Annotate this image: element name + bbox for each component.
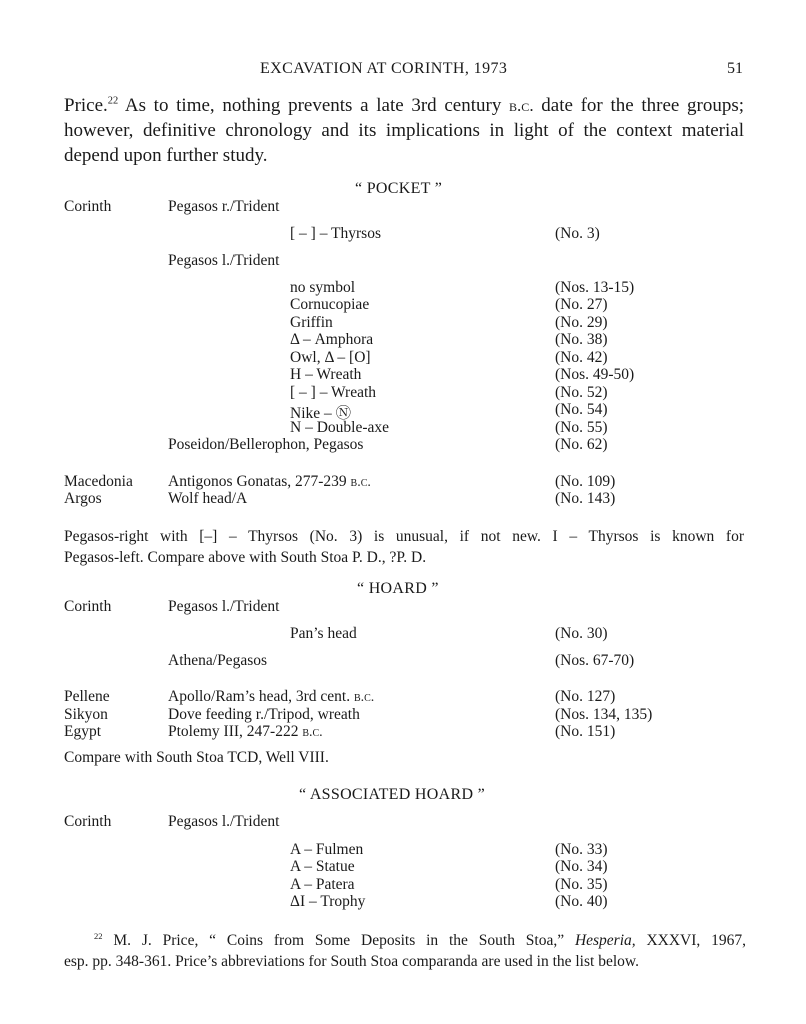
coin-symbol: A – Statue [290,858,355,875]
region-label: Corinth [64,813,112,830]
coin-type: Poseidon/Bellerophon, Pegasos [168,436,364,453]
intro-line-2: however, definitive chronology and its implications in light of the context material [64,120,744,141]
coin-symbol: no symbol [290,279,356,296]
catalog-ref: (No. 29) [555,314,608,331]
journal-title: Hesperia, [574,932,636,949]
coin-symbol: H – Wreath [290,366,362,383]
catalog-ref: (No. 40) [555,893,608,910]
footnote-line-1: $^{22}$ M. J. Price, “ Coins from Some Deposits in the South Stoa,” Hesperia, XXXVI, 1967, [94,930,747,949]
bc-abbrev: b.c. [353,690,375,705]
region-label: Corinth [64,198,112,215]
coin-symbol: Pan’s head [290,625,357,642]
catalog-ref: (Nos. 67-70) [555,652,635,669]
coin-symbol: N – Double-axe [290,419,389,436]
coin-symbol: Griffin [290,314,333,331]
section-heading-hoard: “ HOARD ” [357,580,439,597]
coin-type: Pegasos l./Trident [168,598,280,615]
catalog-ref: (No. 109) [555,473,616,490]
page-number: 51 [727,60,743,77]
coin-symbol: A – Patera [290,876,355,893]
coin-type: Wolf head/A [168,490,248,507]
catalog-ref: (No. 55) [555,419,608,436]
coin-symbol: Δ – Amphora [290,331,374,348]
coin-type: Ptolemy III, 247-222 b.c. [168,723,323,740]
footnote-mark: 22 [94,930,103,941]
catalog-ref: (No. 52) [555,384,608,401]
footnote [64,930,746,972]
footnote-ref: 22 [107,95,119,107]
coin-symbol: Nike – Ⓝ [290,405,352,422]
footnote-line-2: esp. pp. 348-361. Price’s abbreviations for South Stoa comparanda are used in the list below. [64,953,639,970]
coin-type: Pegasos r./Trident [168,198,280,215]
region-label: Sikyon [64,706,108,723]
region-label: Pellene [64,688,110,705]
running-title: EXCAVATION AT CORINTH, 1973 [260,60,508,77]
catalog-ref: (No. 127) [555,688,616,705]
catalog-ref: (No. 30) [555,625,608,642]
catalog-ref: (Nos. 134, 135) [555,706,653,723]
intro-line-3: depend upon further study. [64,145,268,166]
catalog-ref: (No. 34) [555,858,608,875]
coin-type: Dove feeding r./Tripod, wreath [168,706,360,723]
coin-type: Antigonos Gonatas, 277-239 b.c. [168,473,371,490]
coin-symbol: ΔI – Trophy [290,893,366,910]
catalog-ref: (No. 27) [555,296,608,313]
section-heading-associated-hoard: “ ASSOCIATED HOARD ” [299,786,485,803]
region-label: Egypt [64,723,102,740]
coin-symbol: Owl, Δ – [O] [290,349,371,366]
coin-type: Athena/Pegasos [168,652,268,669]
intro-line-1: Price.$^{22}$ As to time, nothing prevents a late 3rd century b.c. date for the three groups; [64,95,744,116]
section-heading-pocket: “ POCKET ” [355,180,443,197]
coin-symbol: [ – ] – Thyrsos [290,225,381,242]
catalog-ref: (No. 143) [555,490,616,507]
region-label: Corinth [64,598,112,615]
hoard-note: Compare with South Stoa TCD, Well VIII. [64,749,329,766]
coin-type: Pegasos l./Trident [168,813,280,830]
bc-abbrev: b.c. [509,96,534,115]
catalog-ref: (Nos. 49-50) [555,366,635,383]
region-label: Macedonia [64,473,133,490]
region-label: Argos [64,490,102,507]
coin-symbol: Cornucopiae [290,296,370,313]
catalog-ref: (No. 62) [555,436,608,453]
catalog-ref: (No. 3) [555,225,600,242]
intro-paragraph [64,93,744,168]
coin-type: Apollo/Ram’s head, 3rd cent. b.c. [168,688,375,705]
catalog-ref: (No. 38) [555,331,608,348]
catalog-ref: (No. 35) [555,876,608,893]
coin-symbol: [ – ] – Wreath [290,384,377,401]
bc-abbrev: b.c. [302,725,323,740]
pocket-note: Pegasos-right with [–] – Thyrsos (No. 3) is unusual, if not new. I – Thyrsos is known for Pegasos-left. Compare above with South Stoa P. D., ?P. D. [64,528,744,566]
coin-symbol: A – Fulmen [290,841,364,858]
coin-type: Pegasos l./Trident [168,252,280,269]
catalog-ref: (No. 54) [555,401,608,418]
catalog-ref: (No. 42) [555,349,608,366]
catalog-ref: (Nos. 13-15) [555,279,635,296]
catalog-ref: (No. 151) [555,723,616,740]
catalog-ref: (No. 33) [555,841,608,858]
bc-abbrev: b.c. [350,475,371,490]
